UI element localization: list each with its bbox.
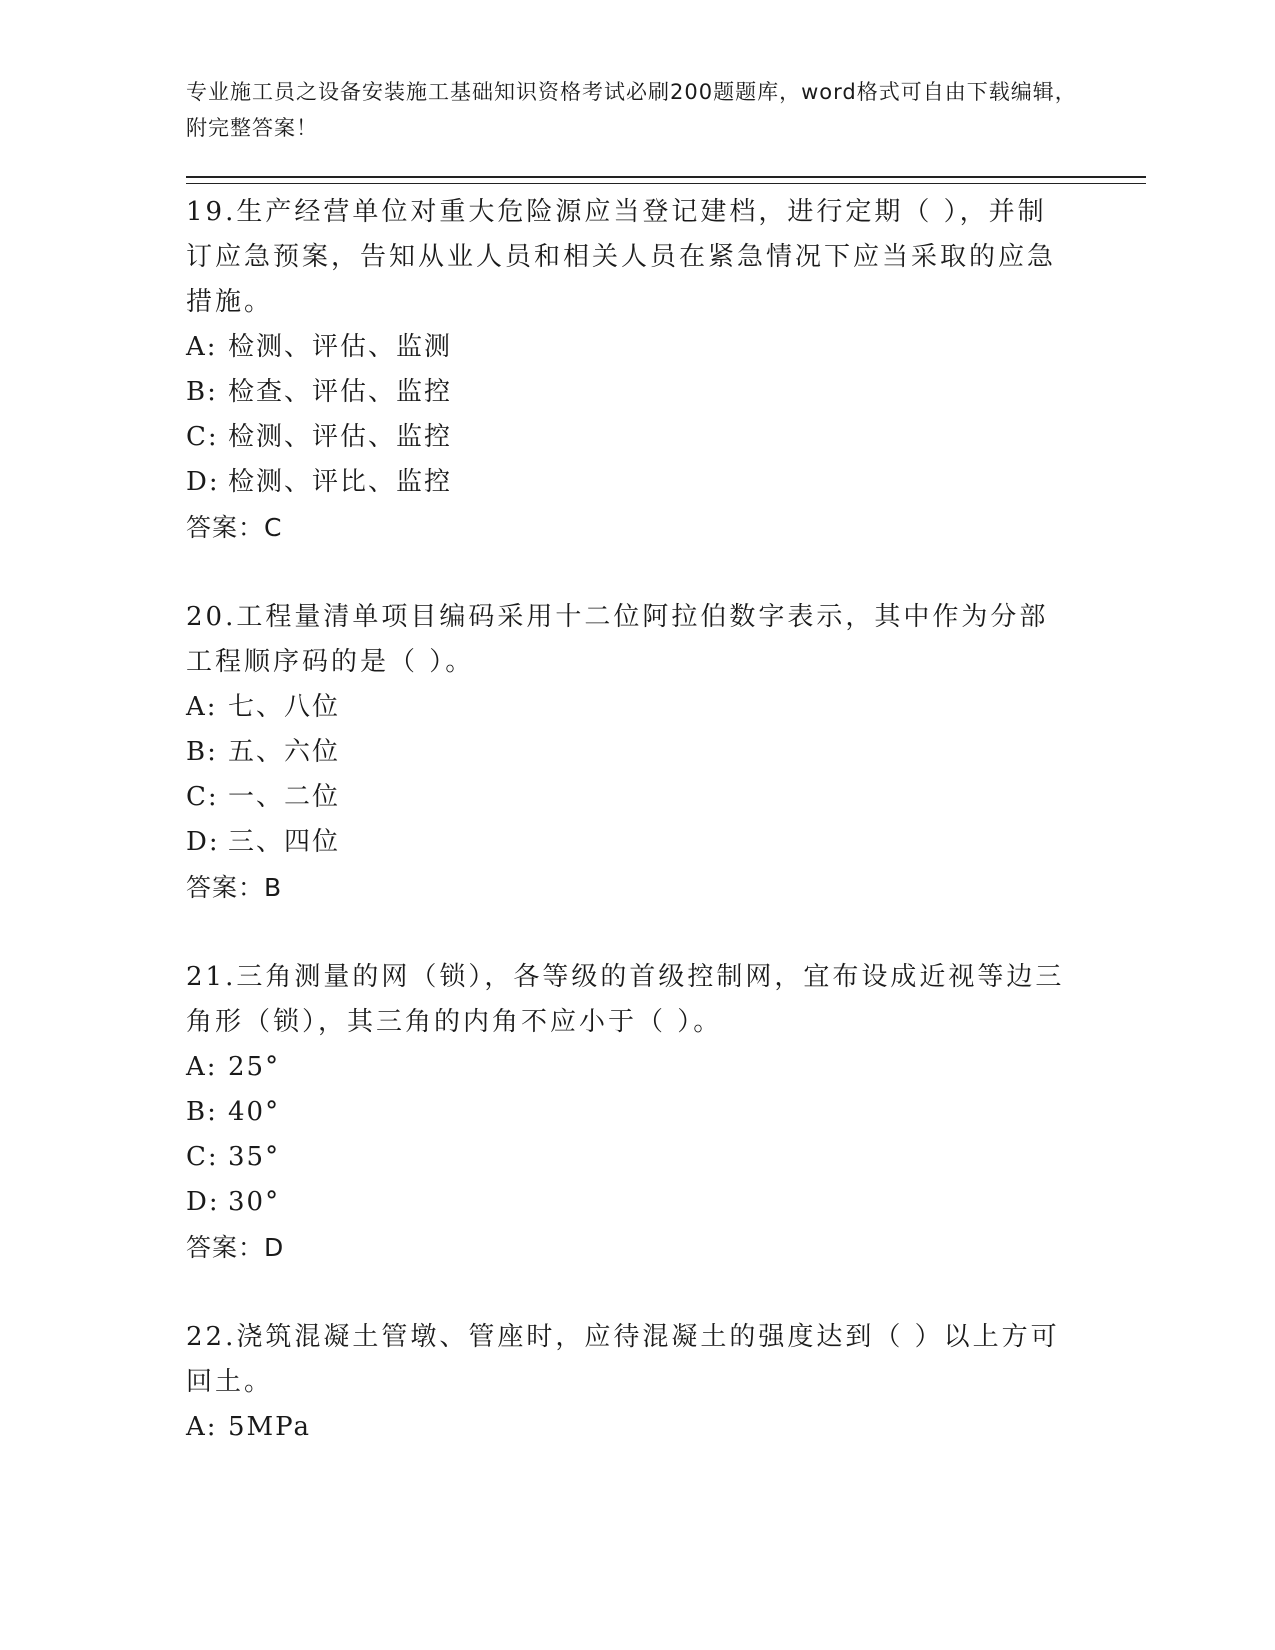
option-letter: A: bbox=[186, 332, 218, 362]
question-stem: 22.浇筑混凝土管墩、管座时，应待混凝土的强度达到（ ）以上方可回土。 bbox=[186, 1322, 1060, 1397]
option-letter: C: bbox=[186, 422, 219, 452]
question-stem: 21.三角测量的网（锁），各等级的首级控制网，宜布设成近视等边三角形（锁），其三角的内角不应小于（ ）。 bbox=[186, 962, 1065, 1037]
option-letter: D: bbox=[186, 467, 220, 497]
option-a bbox=[186, 1405, 1066, 1450]
option-text: 五、六位 bbox=[228, 737, 341, 767]
question-stem: 19.生产经营单位对重大危险源应当登记建档，进行定期（ ），并制订应急预案，告知从业人员和相关人员在紧急情况下应当采取的应急措施。 bbox=[186, 197, 1057, 317]
question-21 bbox=[186, 955, 1066, 1270]
answer-line: 答案：D bbox=[186, 1233, 285, 1262]
answer-line: 答案：C bbox=[186, 513, 283, 542]
option-a bbox=[186, 1045, 1066, 1090]
option-letter: B: bbox=[186, 737, 218, 767]
option-c bbox=[186, 1135, 1066, 1180]
option-a bbox=[186, 685, 1066, 730]
option-letter: A: bbox=[186, 1412, 218, 1442]
option-letter: D: bbox=[186, 1187, 220, 1217]
option-letter: A: bbox=[186, 1052, 218, 1082]
question-20 bbox=[186, 595, 1066, 910]
header-rule-thick bbox=[186, 176, 1146, 178]
option-c bbox=[186, 415, 1066, 460]
option-text: 一、二位 bbox=[228, 782, 341, 812]
answer-line: 答案：B bbox=[186, 873, 283, 902]
option-text: 检测、评估、监控 bbox=[228, 422, 453, 452]
option-letter: B: bbox=[186, 377, 218, 407]
question-22 bbox=[186, 1315, 1066, 1450]
option-letter: A: bbox=[186, 692, 218, 722]
option-d bbox=[186, 1180, 1066, 1225]
document-header: 专业施工员之设备安装施工基础知识资格考试必刷200题题库，word格式可自由下载编辑，附完整答案！ bbox=[186, 80, 1077, 140]
question-stem: 20.工程量清单项目编码采用十二位阿拉伯数字表示，其中作为分部工程顺序码的是（ ）。 bbox=[186, 602, 1049, 677]
question-spacer bbox=[186, 910, 1066, 955]
option-text: 40° bbox=[228, 1097, 281, 1127]
option-text: 检查、评估、监控 bbox=[228, 377, 453, 407]
option-letter: C: bbox=[186, 782, 219, 812]
question-spacer bbox=[186, 550, 1066, 595]
option-a bbox=[186, 325, 1066, 370]
option-text: 35° bbox=[228, 1142, 281, 1172]
option-text: 25° bbox=[228, 1052, 281, 1082]
option-text: 5MPa bbox=[228, 1412, 311, 1442]
option-text: 三、四位 bbox=[228, 827, 341, 857]
header-rule-thin bbox=[186, 183, 1146, 184]
option-text: 30° bbox=[228, 1187, 281, 1217]
option-text: 七、八位 bbox=[228, 692, 341, 722]
option-c bbox=[186, 775, 1066, 820]
question-spacer bbox=[186, 1270, 1066, 1315]
option-letter: C: bbox=[186, 1142, 219, 1172]
question-19 bbox=[186, 190, 1066, 550]
option-letter: D: bbox=[186, 827, 220, 857]
question-list bbox=[186, 190, 1066, 1450]
option-letter: B: bbox=[186, 1097, 218, 1127]
option-d bbox=[186, 820, 1066, 865]
option-text: 检测、评比、监控 bbox=[228, 467, 453, 497]
option-b bbox=[186, 1090, 1066, 1135]
option-b bbox=[186, 730, 1066, 775]
option-b bbox=[186, 370, 1066, 415]
option-text: 检测、评估、监测 bbox=[228, 332, 453, 362]
option-d bbox=[186, 460, 1066, 505]
